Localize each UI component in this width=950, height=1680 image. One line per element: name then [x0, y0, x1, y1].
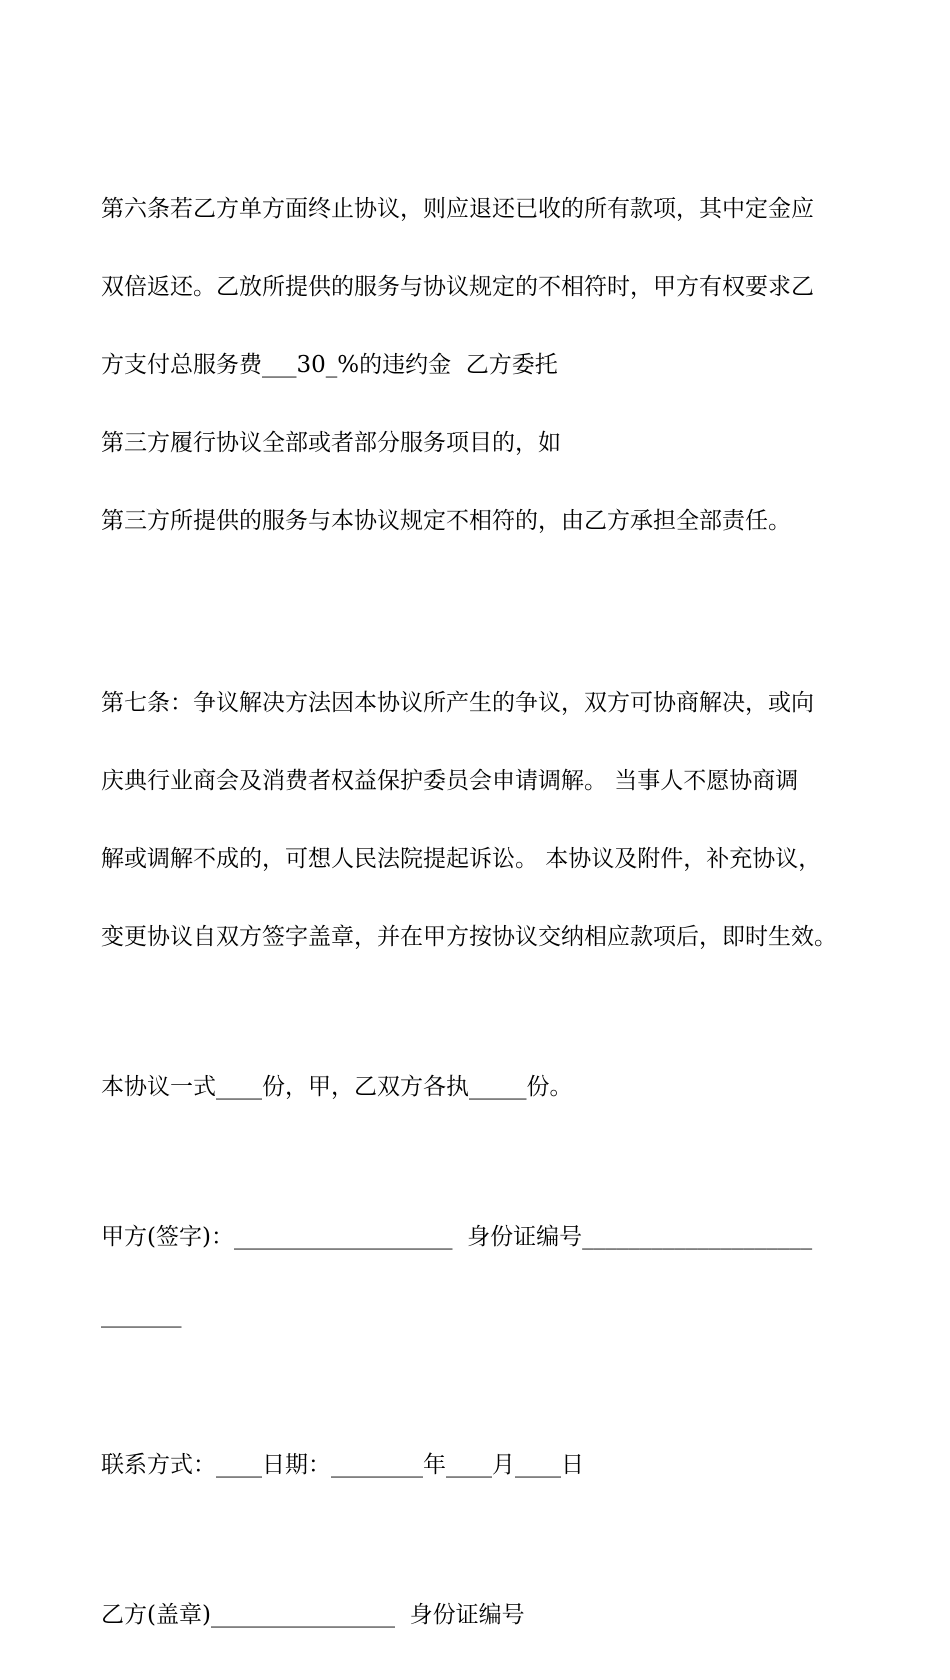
contact-date-line	[101, 1400, 871, 1530]
party-a-line: _______	[101, 1302, 182, 1328]
copies-paragraph	[101, 1022, 871, 1152]
copies-line: 本协议一式____份，甲，乙双方各执_____份。	[101, 1074, 573, 1100]
party-a-line: 甲方(签字)：___________________ 身份证编号____________________	[101, 1224, 813, 1250]
article-6-line: 第六条若乙方单方面终止协议，则应退还已收的所有款项，其中定金应	[101, 196, 814, 222]
article-6-line: 第三方履行协议全部或者部分服务项目的，如	[101, 430, 561, 456]
article-7-line: 变更协议自双方签字盖章，并在甲方按协议交纳相应款项后，即时生效。	[101, 924, 837, 950]
article-7-paragraph	[101, 638, 871, 1002]
article-6-line: 第三方所提供的服务与本协议规定不相符的，由乙方承担全部责任。	[101, 508, 791, 534]
party-b-line: 乙方(盖章)________________ 身份证编号	[101, 1602, 525, 1628]
party-a-signature	[101, 1172, 871, 1380]
contact-line: 联系方式：____日期：________年____月____日	[101, 1452, 584, 1478]
article-7-line: 解或调解不成的，可想人民法院提起诉讼。 本协议及附件，补充协议，	[101, 846, 822, 872]
document-page	[101, 144, 871, 1680]
article-7-line: 庆典行业商会及消费者权益保护委员会申请调解。 当事人不愿协商调	[101, 768, 799, 794]
article-6-line: 方支付总服务费___30_%的违约金 乙方委托	[101, 352, 558, 378]
article-6-line: 双倍返还。乙放所提供的服务与协议规定的不相符时，甲方有权要求乙	[101, 274, 814, 300]
party-b-seal	[101, 1550, 871, 1680]
article-7-line: 第七条：争议解决方法因本协议所产生的争议，双方可协商解决，或向	[101, 690, 814, 716]
article-6-paragraph	[101, 144, 871, 586]
